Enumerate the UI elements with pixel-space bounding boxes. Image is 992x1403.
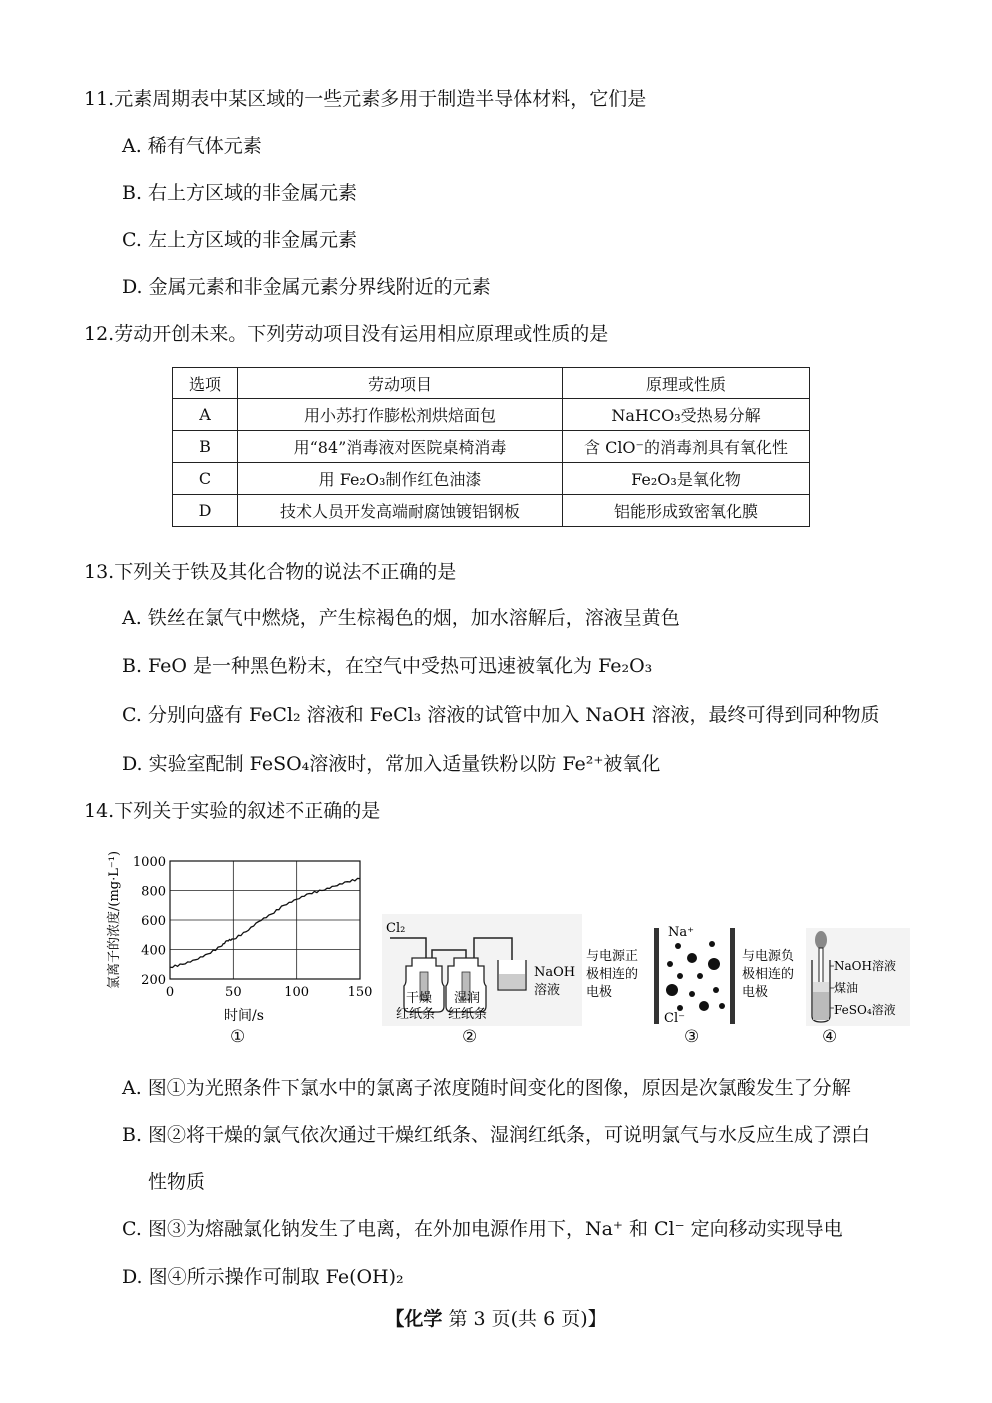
figure-4-number: ④: [822, 1027, 838, 1047]
ion-dots: [666, 941, 725, 1011]
chart-grid: [170, 861, 360, 979]
figure-1-number: ①: [230, 1027, 246, 1047]
dropper-bulb: [815, 931, 827, 949]
feso4-layer: [813, 992, 829, 1020]
q14-option-a: A. 图①为光照条件下氯水中的氯离子浓度随时间变化的图像，原因是次氯酸发生了分解: [122, 1077, 851, 1099]
anode-label-3: 电极: [586, 985, 613, 1000]
q13-stem: 13.下列关于铁及其化合物的说法不正确的是: [84, 561, 457, 583]
anode-label-2: 极相连的: [586, 967, 639, 982]
cathode-label-3: 电极: [742, 985, 769, 1000]
wet-label-1: 湿润: [454, 991, 481, 1006]
header-option: 选项: [173, 368, 238, 399]
chart-y-tick-label: 800: [141, 884, 166, 900]
q14-option-d: D. 图④所示操作可制取 Fe(OH)₂: [122, 1266, 404, 1288]
row-option: C: [173, 463, 238, 495]
row-item: 用 Fe₂O₃制作红色油漆: [238, 463, 563, 495]
chart-y-tick-label: 400: [141, 943, 166, 959]
chart-x-tick-label: 100: [284, 985, 310, 1000]
ion: [708, 958, 720, 970]
ion: [713, 987, 719, 993]
kerosene-label: 煤油: [834, 981, 859, 995]
q11-stem: 11.元素周期表中某区域的一些元素多用于制造半导体材料，它们是: [84, 88, 647, 110]
q11-option-d: D. 金属元素和非金属元素分界线附近的元素: [122, 276, 491, 298]
ion: [687, 953, 697, 963]
ion: [677, 1005, 683, 1011]
chart-x-tick-label: 0: [165, 985, 175, 1000]
footer-subject: 【化学: [385, 1308, 443, 1330]
chart-y-tick-label: 200: [141, 973, 166, 988]
header-principle: 原理或性质: [563, 368, 810, 399]
ion: [677, 973, 683, 979]
table-row: [173, 431, 810, 463]
table-row: [173, 463, 810, 495]
cathode-label-2: 极相连的: [742, 967, 795, 982]
chart-y-ticks: [133, 855, 166, 988]
row-item: 用小苏打作膨松剂烘焙面包: [238, 399, 563, 431]
figure-3-electrolysis: [584, 914, 806, 1026]
anode-label-1: 与电源正: [586, 949, 639, 964]
ion: [667, 961, 673, 967]
chart-series-line: [170, 878, 360, 967]
naoh-liquid: [499, 974, 525, 989]
figure-2-number: ②: [462, 1027, 478, 1047]
naoh-label-2: 溶液: [534, 983, 561, 998]
dry-label-2: 红纸条: [396, 1007, 436, 1022]
naoh-solution-label: NaOH溶液: [834, 959, 896, 973]
q11-option-a: A. 稀有气体元素: [122, 135, 262, 157]
ion: [719, 1003, 725, 1009]
figure-3-number: ③: [684, 1027, 700, 1047]
chart-y-tick-label: 600: [141, 914, 166, 929]
q12-stem: 12.劳动开创未来。下列劳动项目没有运用相应原理或性质的是: [84, 323, 609, 345]
feso4-solution-label: FeSO₄溶液: [834, 1003, 896, 1017]
row-principle: 含 ClO⁻的消毒剂具有氧化性: [563, 431, 810, 463]
figure-1-chart: [104, 846, 384, 1026]
row-item: 用“84”消毒液对医院桌椅消毒: [238, 431, 563, 463]
ion: [675, 943, 681, 949]
dry-label-1: 干燥: [406, 991, 433, 1006]
q11-option-c: C. 左上方区域的非金属元素: [122, 229, 357, 251]
wet-label-2: 红纸条: [448, 1007, 488, 1022]
na-ion-label: Na⁺: [668, 925, 694, 940]
chart-y-label: 氯离子的浓度/(mg·L⁻¹): [107, 850, 122, 990]
row-item: 技术人员开发高端耐腐蚀镀铝钢板: [238, 495, 563, 527]
cl-ion-label: Cl⁻: [664, 1011, 685, 1026]
anode-plate: [654, 928, 659, 1024]
kerosene-layer: [813, 982, 829, 992]
ion: [689, 991, 695, 997]
q13-option-c: C. 分别向盛有 FeCl₂ 溶液和 FeCl₃ 溶液的试管中加入 NaOH 溶液，最终可得到同种物质: [122, 704, 880, 726]
q13-option-b: B. FeO 是一种黑色粉末，在空气中受热可迅速被氧化为 Fe₂O₃: [122, 655, 653, 677]
table-row: [173, 399, 810, 431]
ion: [709, 941, 715, 947]
chart-x-tick-label: 50: [225, 985, 242, 1000]
row-option: A: [173, 399, 238, 431]
q14-option-b-continued: 性物质: [148, 1171, 206, 1193]
cathode-label-1: 与电源负: [742, 949, 795, 964]
labor-table: [172, 367, 810, 527]
page-footer: [0, 1304, 992, 1331]
q14-option-c: C. 图③为熔融氯化钠发生了电离，在外加电源作用下，Na⁺ 和 Cl⁻ 定向移动实现导电: [122, 1218, 843, 1240]
cl2-label: Cl₂: [386, 921, 406, 936]
q13-option-d: D. 实验室配制 FeSO₄溶液时，常加入适量铁粉以防 Fe²⁺被氧化: [122, 753, 661, 775]
row-option: D: [173, 495, 238, 527]
row-option: B: [173, 431, 238, 463]
q14-option-b: B. 图②将干燥的氯气依次通过干燥红纸条、湿润红纸条，可说明氯气与水反应生成了漂白: [122, 1124, 871, 1146]
chart-x-label: 时间/s: [224, 1008, 264, 1024]
row-principle: 铝能形成致密氧化膜: [563, 495, 810, 527]
ion: [697, 973, 703, 979]
chart-y-tick-label: 1000: [132, 855, 166, 870]
ion: [699, 1001, 709, 1011]
header-item: 劳动项目: [238, 368, 563, 399]
figure-2-apparatus: [382, 914, 582, 1026]
q13-option-a: A. 铁丝在氯气中燃烧，产生棕褐色的烟，加水溶解后，溶液呈黄色: [122, 607, 680, 629]
q14-stem: 14.下列关于实验的叙述不正确的是: [84, 800, 381, 822]
q11-option-b: B. 右上方区域的非金属元素: [122, 182, 358, 204]
chart-x-tick-label: 150: [347, 985, 373, 1000]
figure-4-test-tube: [806, 928, 910, 1026]
cathode-plate: [730, 928, 735, 1024]
chart-x-ticks: [166, 985, 373, 1000]
table-row: [173, 495, 810, 527]
row-principle: NaHCO₃受热易分解: [563, 399, 810, 431]
table-header-row: [173, 368, 810, 399]
footer-page: 第 3 页(共 6 页)】: [442, 1308, 607, 1330]
naoh-label-1: NaOH: [534, 965, 576, 980]
ion: [666, 984, 678, 996]
row-principle: Fe₂O₃是氧化物: [563, 463, 810, 495]
